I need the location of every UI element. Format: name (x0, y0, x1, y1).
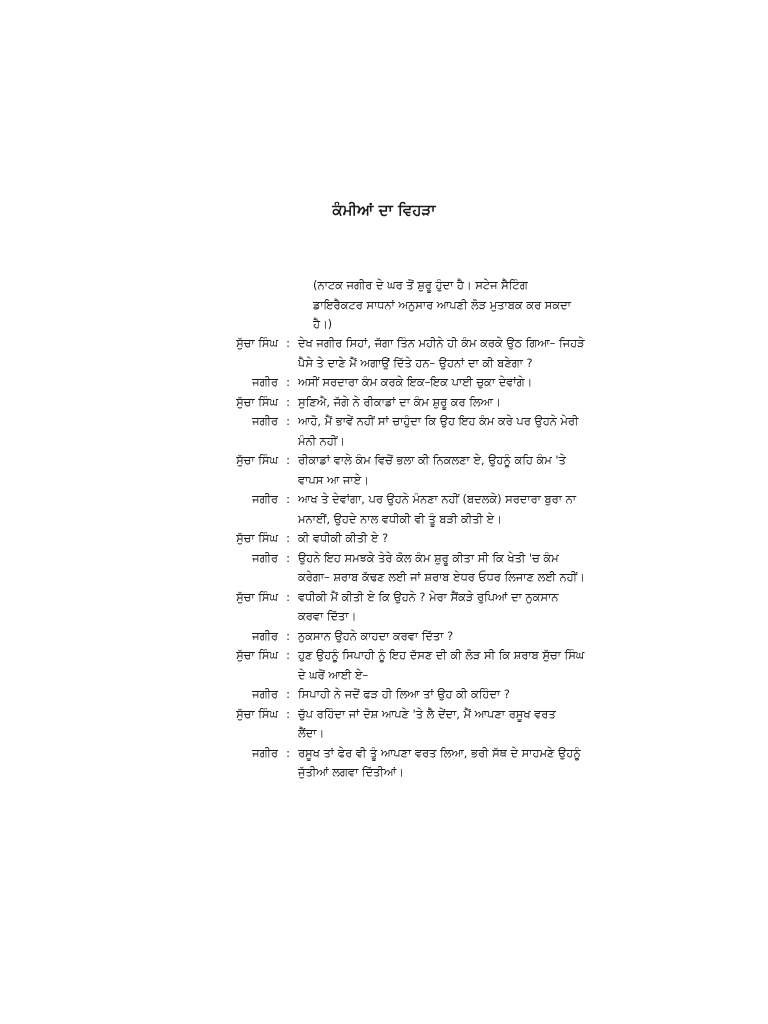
speaker-separator: : (286, 706, 290, 721)
dialogue-list (210, 334, 585, 783)
dialogue-line (210, 373, 585, 393)
speaker-name: ਸੁੱਚਾ ਸਿੰਘ (236, 394, 278, 409)
speaker-separator: : (286, 394, 290, 409)
dialogue-line (210, 685, 585, 705)
page-title: ਕੰਮੀਆਂ ਦਾ ਵਿਹੜਾ (332, 201, 436, 219)
dialogue-line (210, 490, 585, 529)
dialogue-line (210, 451, 585, 490)
speaker-separator: : (286, 375, 290, 389)
dialogue-line (210, 744, 585, 783)
speaker-name: ਸੁੱਚਾ ਸਿੰਘ (236, 648, 278, 662)
speaker-name: ਜਗੀਰ (252, 492, 278, 506)
speaker-separator: : (286, 550, 290, 565)
speech-text: ਆਖ ਤੇ ਦੇਵਾਂਗਾ, ਪਰ ਉਹਨੇ ਮੰਨਣਾ ਨਹੀਂ (ਬਦਲਕੇ) ਸਰਦਾਰਾ ਬੁਰਾ ਨਾ ਮਨਾਈਂ, ਉਹਦੇ ਨਾਲ ਵਧੀਕੀ ਵੀ ਤੂੰ ਬੜੀ ਕੀਤੀ ਏ। (298, 492, 576, 526)
dialogue-line (210, 627, 585, 647)
speaker-separator: : (286, 453, 290, 467)
dialogue-line (210, 705, 585, 744)
dialogue-line (210, 412, 585, 451)
dialogue-line (210, 549, 585, 588)
speech-text: ਰਸੂਖ ਤਾਂ ਫੇਰ ਵੀ ਤੂੰ ਆਪਣਾ ਵਰਤ ਲਿਆ, ਭਰੀ ਸੱਥ ਦੇ ਸਾਹਮਣੇ ਉਹਨੂੰ ਜੁੱਤੀਆਂ ਲਗਵਾ ਦਿੱਤੀਆਂ। (298, 745, 581, 779)
speech-text: ਚੁੱਪ ਰਹਿੰਦਾ ਜਾਂ ਦੋਸ਼ ਆਪਣੇ 'ਤੇ ਲੈ ਦੇਂਦਾ, ਮੈਂ ਆਪਣਾ ਰਸੂਖ ਵਰਤ ਲੈਂਦਾ। (298, 706, 556, 740)
speaker-name: ਜਗੀਰ (252, 745, 278, 760)
speaker-separator: : (286, 336, 290, 350)
speech-text: ਰੀਕਾਡਾਂ ਵਾਲੇ ਕੰਮ ਵਿਚੋਂ ਭਲਾ ਕੀ ਨਿਕਲਣਾ ਏ, ਉਹਨੂੰ ਕਹਿ ਕੰਮ 'ਤੇ ਵਾਪਸ ਆ ਜਾਏ। (298, 453, 566, 487)
speech-text: ਵਧੀਕੀ ਮੈਂ ਕੀਤੀ ਏ ਕਿ ਉਹਨੇ ? ਮੇਰਾ ਸੈਂਕੜੇ ਰੁਪਿਆਂ ਦਾ ਨੁਕਸਾਨ ਕਰਵਾ ਦਿੱਤਾ। (298, 589, 559, 623)
dialogue-line (210, 529, 585, 549)
dialogue-line (210, 393, 585, 413)
speech-text: ਕੀ ਵਧੀਕੀ ਕੀਤੀ ਏ ? (298, 531, 389, 545)
speaker-separator: : (286, 589, 290, 604)
speaker-name: ਜਗੀਰ (252, 628, 278, 643)
speaker-name: ਸੁੱਚਾ ਸਿੰਘ (236, 531, 278, 545)
speaker-name: ਸੁੱਚਾ ਸਿੰਘ (236, 336, 278, 350)
speech-text: ਹੁਣ ਉਹਨੂੰ ਸਿਪਾਹੀ ਨੂੰ ਇਹ ਦੱਸਣ ਦੀ ਕੀ ਲੋੜ ਸੀ ਕਿ ਸ਼ਰਾਬ ਸੁੱਚਾ ਸਿੰਘ ਦੇ ਘਰੋਂ ਆਈ ਏ– (298, 648, 585, 682)
speaker-name: ਜਗੀਰ (252, 687, 278, 701)
speaker-name: ਜਗੀਰ (252, 375, 278, 389)
speech-text: ਸਿਪਾਹੀ ਨੇ ਜਦੋਂ ਫੜ ਹੀ ਲਿਆ ਤਾਂ ਉਹ ਕੀ ਕਹਿੰਦਾ ? (298, 687, 510, 701)
speaker-name: ਜਗੀਰ (252, 414, 278, 428)
speech-text: ਸੁਣਿਐ, ਜੱਗੇ ਨੇ ਰੀਕਾਡਾਂ ਦਾ ਕੰਮ ਸ਼ੁਰੂ ਕਰ ਲਿਆ। (298, 394, 501, 409)
speaker-separator: : (286, 492, 290, 506)
speaker-separator: : (286, 414, 290, 428)
speaker-separator: : (286, 531, 290, 545)
speaker-name: ਸੁੱਚਾ ਸਿੰਘ (236, 589, 278, 604)
speaker-separator: : (286, 628, 290, 643)
dialogue-line (210, 588, 585, 627)
speech-text: ਆਹੋ, ਮੈਂ ਭਾਵੇਂ ਨਹੀਂ ਸਾਂ ਚਾਹੁੰਦਾ ਕਿ ਉਹ ਇਹ ਕੰਮ ਕਰੇ ਪਰ ਉਹਨੇ ਮੇਰੀ ਮੰਨੀ ਨਹੀਂ। (298, 414, 579, 448)
dialogue-line (210, 646, 585, 685)
speech-text: ਅਸੀਂ ਸਰਦਾਰਾ ਕੰਮ ਕਰਕੇ ਇਕ–ਇਕ ਪਾਈ ਚੁਕਾ ਦੇਵਾਂਗੇ। (298, 375, 533, 389)
speaker-separator: : (286, 745, 290, 760)
speaker-name: ਸੁੱਚਾ ਸਿੰਘ (236, 453, 278, 467)
speech-text: ਨੁਕਸਾਨ ਉਹਨੇ ਕਾਹਦਾ ਕਰਵਾ ਦਿੱਤਾ ? (298, 628, 454, 643)
speaker-separator: : (286, 687, 290, 701)
speech-text: ਦੇਖ ਜਗੀਰ ਸਿਹਾਂ, ਜੱਗਾ ਤਿੰਨ ਮਹੀਨੇ ਹੀ ਕੰਮ ਕਰਕੇ ਉਠ ਗਿਆ– ਜਿਹੜੇ ਪੈਸੇ ਤੇ ਦਾਣੇ ਮੈਂ ਅਗਾਉਂ ਦਿੱਤੇ ਹਨ– ਉਹਨਾਂ ਦਾ ਕੀ ਬਣੇਗਾ ? (298, 336, 585, 370)
speech-text: ਉਹਨੇ ਇਹ ਸਮਝਕੇ ਤੇਰੇ ਕੋਲ ਕੰਮ ਸ਼ੁਰੂ ਕੀਤਾ ਸੀ ਕਿ ਖੇਤੀ 'ਚ ਕੰਮ ਕਰੇਗਾ– ਸ਼ਰਾਬ ਕੱਢਣ ਲਈ ਜਾਂ ਸ਼ਰਾਬ ਏਧਰ ਓਧਰ ਲਿਜਾਣ ਲਈ ਨਹੀਂ। (298, 550, 585, 584)
speaker-name: ਜਗੀਰ (252, 550, 278, 565)
stage-direction: (ਨਾਟਕ ਜਗੀਰ ਦੇ ਘਰ ਤੋਂ ਸ਼ੁਰੂ ਹੁੰਦਾ ਹੈ। ਸਟੇਜ ਸੈਟਿੰਗ ਡਾਇਰੈਕਟਰ ਸਾਧਨਾਂ ਅਨੁਸਾਰ ਆਪਣੀ ਲੋੜ ਮੁਤਾਬਕ ਕਰ ਸਕਦਾ ਹੈ।) (313, 278, 571, 331)
speaker-separator: : (286, 648, 290, 662)
speaker-name: ਸੁੱਚਾ ਸਿੰਘ (236, 706, 278, 721)
dialogue-line (210, 334, 585, 373)
